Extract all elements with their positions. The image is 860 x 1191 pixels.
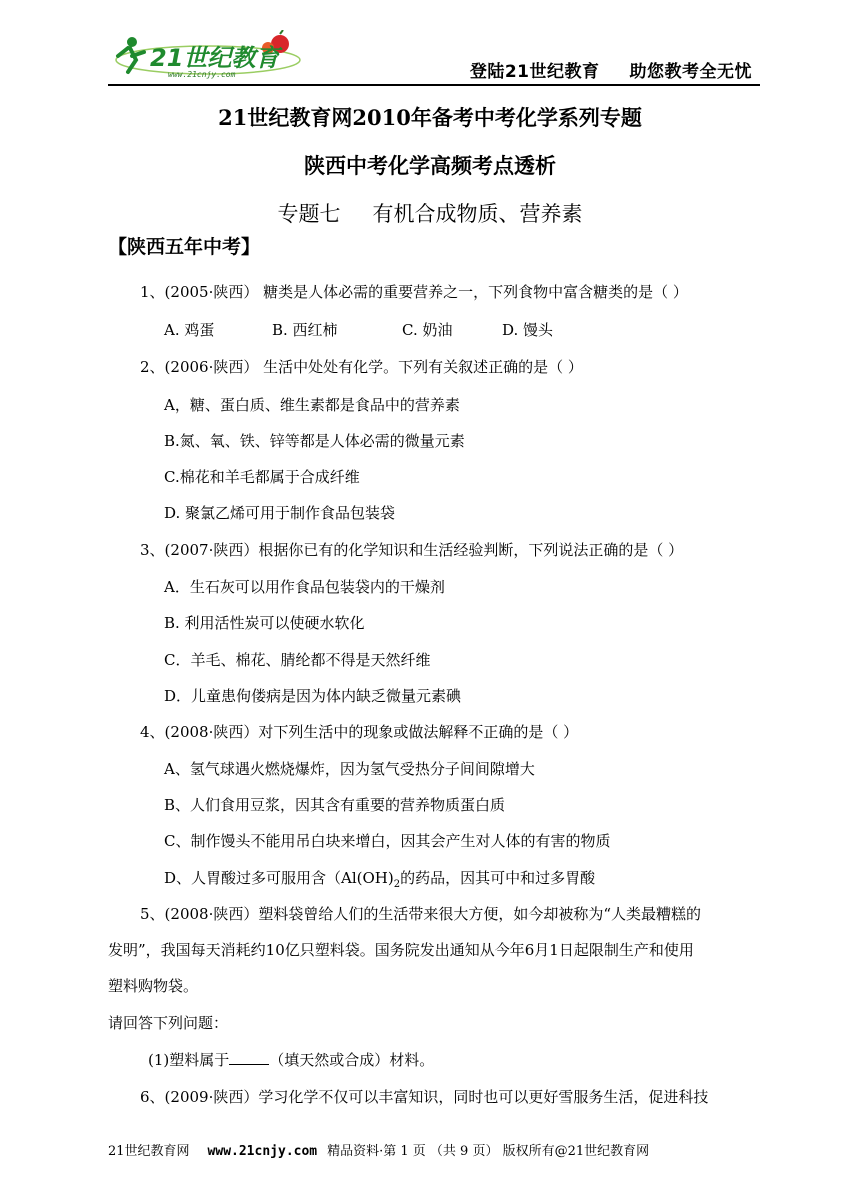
slogan-login[interactable]: 登陆21世纪教育 [469,62,600,82]
logo-url: www.21cnjy.com [168,70,236,79]
topic-name: 有机合成物质、营养素 [372,202,583,226]
page-header [108,30,760,86]
header-divider [108,84,760,86]
question-5-sub-1: (1)塑料属于 （填天然或合成）材料。 [148,1051,435,1069]
question-5-prompt: 请回答下列问题： [108,1014,229,1032]
question-4-option-d: D、人胃酸过多可服用含（$Al(OH)_2$的药品，因其可中和过多胃酸 [164,869,596,890]
question-2-option-c: C.棉花和羊毛都属于合成纤维 [164,468,360,486]
section-heading: 【陕西五年中考】 [108,236,261,258]
header-slogan [470,57,752,82]
footer-site: 21世纪教育网 [108,1144,190,1159]
footer-url[interactable]: www.21cnjy.com [207,1144,318,1159]
question-3-option-a: A．生石灰可以用作食品包装袋内的干燥剂 [164,578,445,596]
question-6-line-1: 6、(2009·陕西）学习化学不仅可以丰富知识，同时也可以更好雪服务生活，促进科技 [140,1088,709,1106]
question-4: 4、(2008·陕西）对下列生活中的现象或做法解释不正确的是（ ） [140,723,579,741]
question-1-options [164,320,553,340]
topic-title [0,198,860,228]
logo-text: 21世纪教育 [150,44,280,72]
option-c: C. 奶油 [402,321,453,339]
question-1: 1、(2005·陕西） 糖类是人体必需的重要营养之一，下列食物中富含糖类的是（ ） [140,283,688,301]
question-2: 2、(2006·陕西） 生活中处处有化学。下列有关叙述正确的是（ ） [140,358,583,376]
slogan-help: 助您教考全无忧 [629,62,752,82]
question-2-option-d: D. 聚氯乙烯可用于制作食品包装袋 [164,504,396,522]
question-3: 3、(2007·陕西）根据你已有的化学知识和生活经验判断，下列说法正确的是（ ） [140,541,684,559]
question-4-option-c: C、制作馒头不能用吊白块来增白，因其会产生对人体的有害的物质 [164,832,611,850]
question-3-option-d: D．儿童患佝偻病是因为体内缺乏微量元素碘 [164,687,462,705]
option-d: D. 馒头 [502,321,554,339]
question-5-line-2: 发明”，我国每天消耗约10亿只塑料袋。国务院发出通知从今年6月1日起限制生产和使用 [108,941,694,959]
question-3-option-c: C．羊毛、棉花、腈纶都不得是天然纤维 [164,651,431,669]
page-footer [108,1140,760,1159]
question-4-option-b: B、人们食用豆浆，因其含有重要的营养物质蛋白质 [164,796,506,814]
question-4-option-a: A、氢气球遇火燃烧爆炸，因为氢气受热分子间间隙增大 [164,760,535,778]
question-2-option-b: B.氮、氧、铁、锌等都是人体必需的微量元素 [164,432,465,450]
doc-subtitle: 陕西中考化学高频考点透析 [304,153,556,178]
site-logo[interactable] [108,30,308,82]
question-2-option-a: A，糖、蛋白质、维生素都是食品中的营养素 [164,396,460,414]
question-3-option-b: B. 利用活性炭可以使硬水软化 [164,614,365,632]
doc-title: 21世纪教育网2010年备考中考化学系列专题 [218,105,642,130]
option-b: B. 西红柿 [272,321,338,339]
option-a: A. 鸡蛋 [164,321,215,339]
question-5-line-1: 5、(2008·陕西）塑料袋曾给人们的生活带来很大方便，如今却被称为“人类最糟糕的 [140,905,702,923]
question-5-line-3: 塑料购物袋。 [108,977,199,995]
answer-blank[interactable] [229,1050,269,1065]
topic-number: 专题七 [277,202,341,226]
footer-info: 精品资料·第 1 页 （共 9 页） 版权所有@21世纪教育网 [327,1144,650,1159]
